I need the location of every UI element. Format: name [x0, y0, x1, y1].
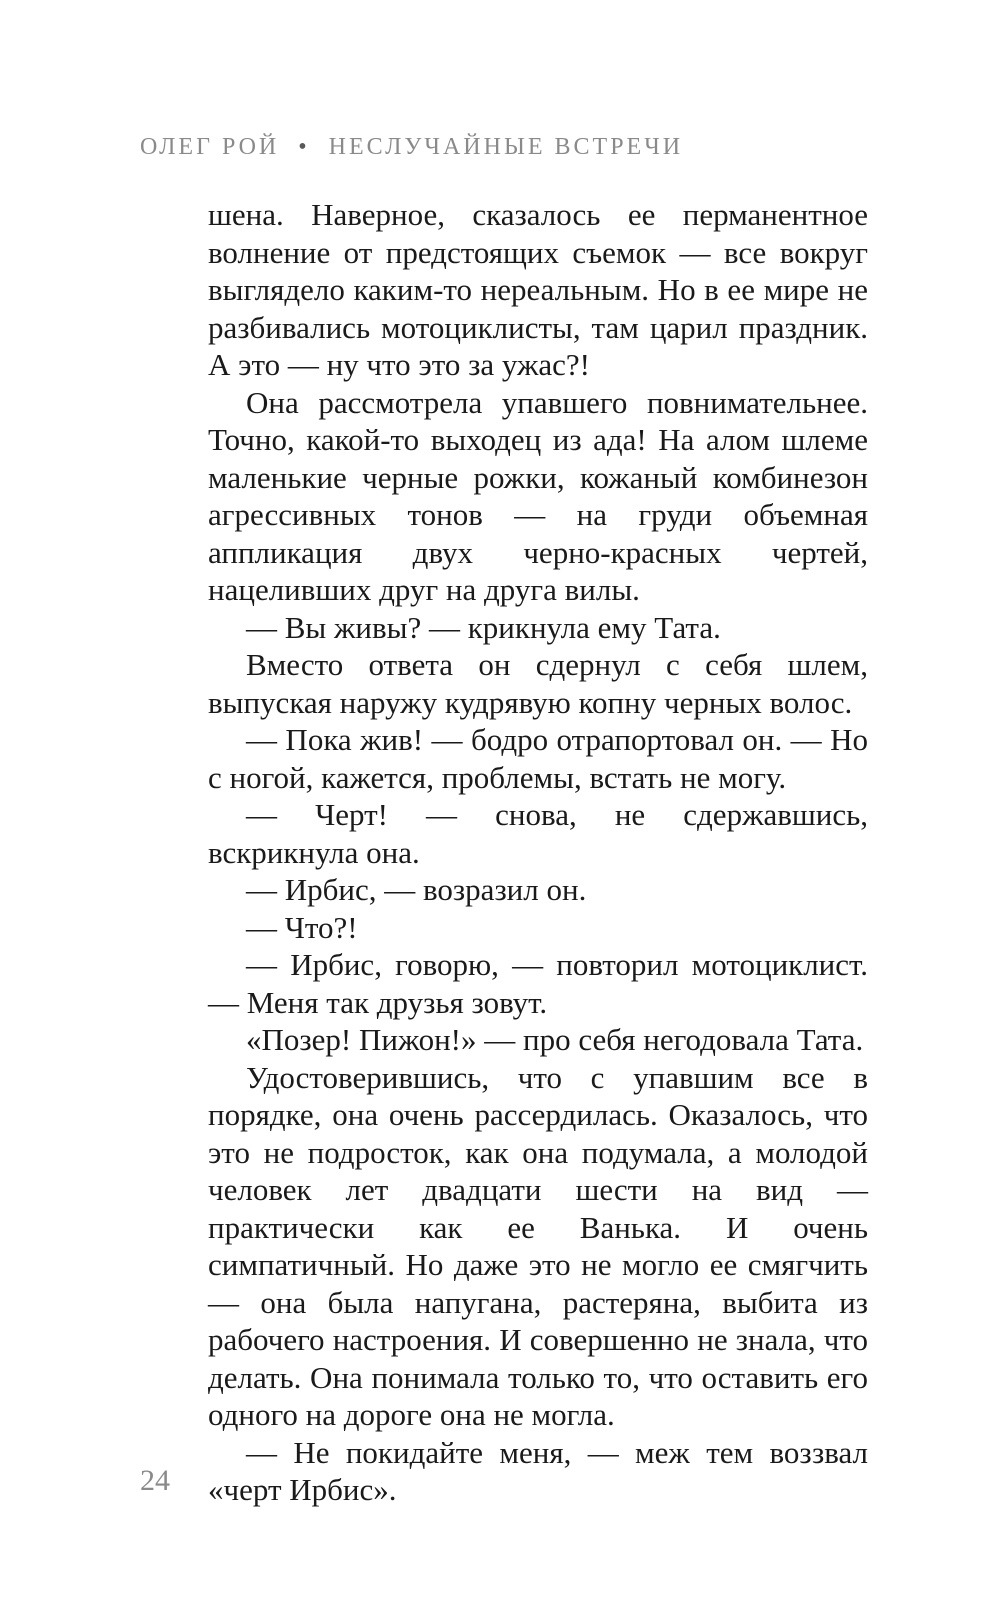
body-text	[208, 196, 868, 1509]
page-number: 24	[140, 1464, 170, 1497]
running-head-title: НЕСЛУЧАЙНЫЕ ВСТРЕЧИ	[328, 134, 684, 160]
paragraph: — Не покидайте меня, — меж тем воззвал «черт Ирбис».	[208, 1434, 868, 1507]
running-head-author: ОЛЕГ РОЙ	[140, 134, 280, 160]
paragraph: «Позер! Пижон!» — про себя негодовала Тата.	[246, 1022, 864, 1057]
paragraph: Вместо ответа он сдернул с себя шлем, выпуская наружу кудрявую копну черных волос.	[208, 647, 868, 720]
paragraph: — Черт! — снова, не сдержавшись, вскрикнула она.	[208, 797, 868, 870]
running-head	[140, 134, 683, 161]
paragraph: — Пока жив! — бодро отрапортовал он. — Но с ногой, кажется, проблемы, встать не могу.	[208, 722, 868, 795]
paragraph: — Ирбис, — возразил он.	[246, 872, 587, 907]
paragraph: Она рассмотрела упавшего повнимательнее. Точно, какой-то выходец из ада! На алом шлеме маленькие черные рожки, кожаный комбинезон агрессивных тонов — на груди объемная аппликация двух черно-красных чертей, нацеливших друг на друга вилы.	[208, 384, 868, 607]
paragraph: — Вы живы? — крикнула ему Тата.	[246, 609, 721, 645]
running-head-separator: •	[298, 134, 310, 160]
paragraph: шена. Наверное, сказалось ее перманентное волнение от предстоящих съемок — все вокруг выглядело каким-то нереальным. Но в ее мире не разбивались мотоциклисты, там царил праздник. А это — ну что это за ужас?!	[208, 197, 868, 382]
paragraph: — Что?!	[246, 909, 358, 945]
paragraph: — Ирбис, говорю, — повторил мотоциклист. — Меня так друзья зовут.	[208, 947, 868, 1020]
paragraph: Удостоверившись, что с упавшим все в порядке, она очень рассердилась. Оказалось, что это не подросток, как она подумала, а молодой человек лет двадцати шести на вид — практически как ее Ванька. И очень симпатичный. Но даже это не могло ее смягчить — она была напугана, растеряна, выбита из рабочего настроения. И совершенно не знала, что делать. Она понимала только то, что оставить его одного на дороге она не могла.	[208, 1059, 868, 1432]
